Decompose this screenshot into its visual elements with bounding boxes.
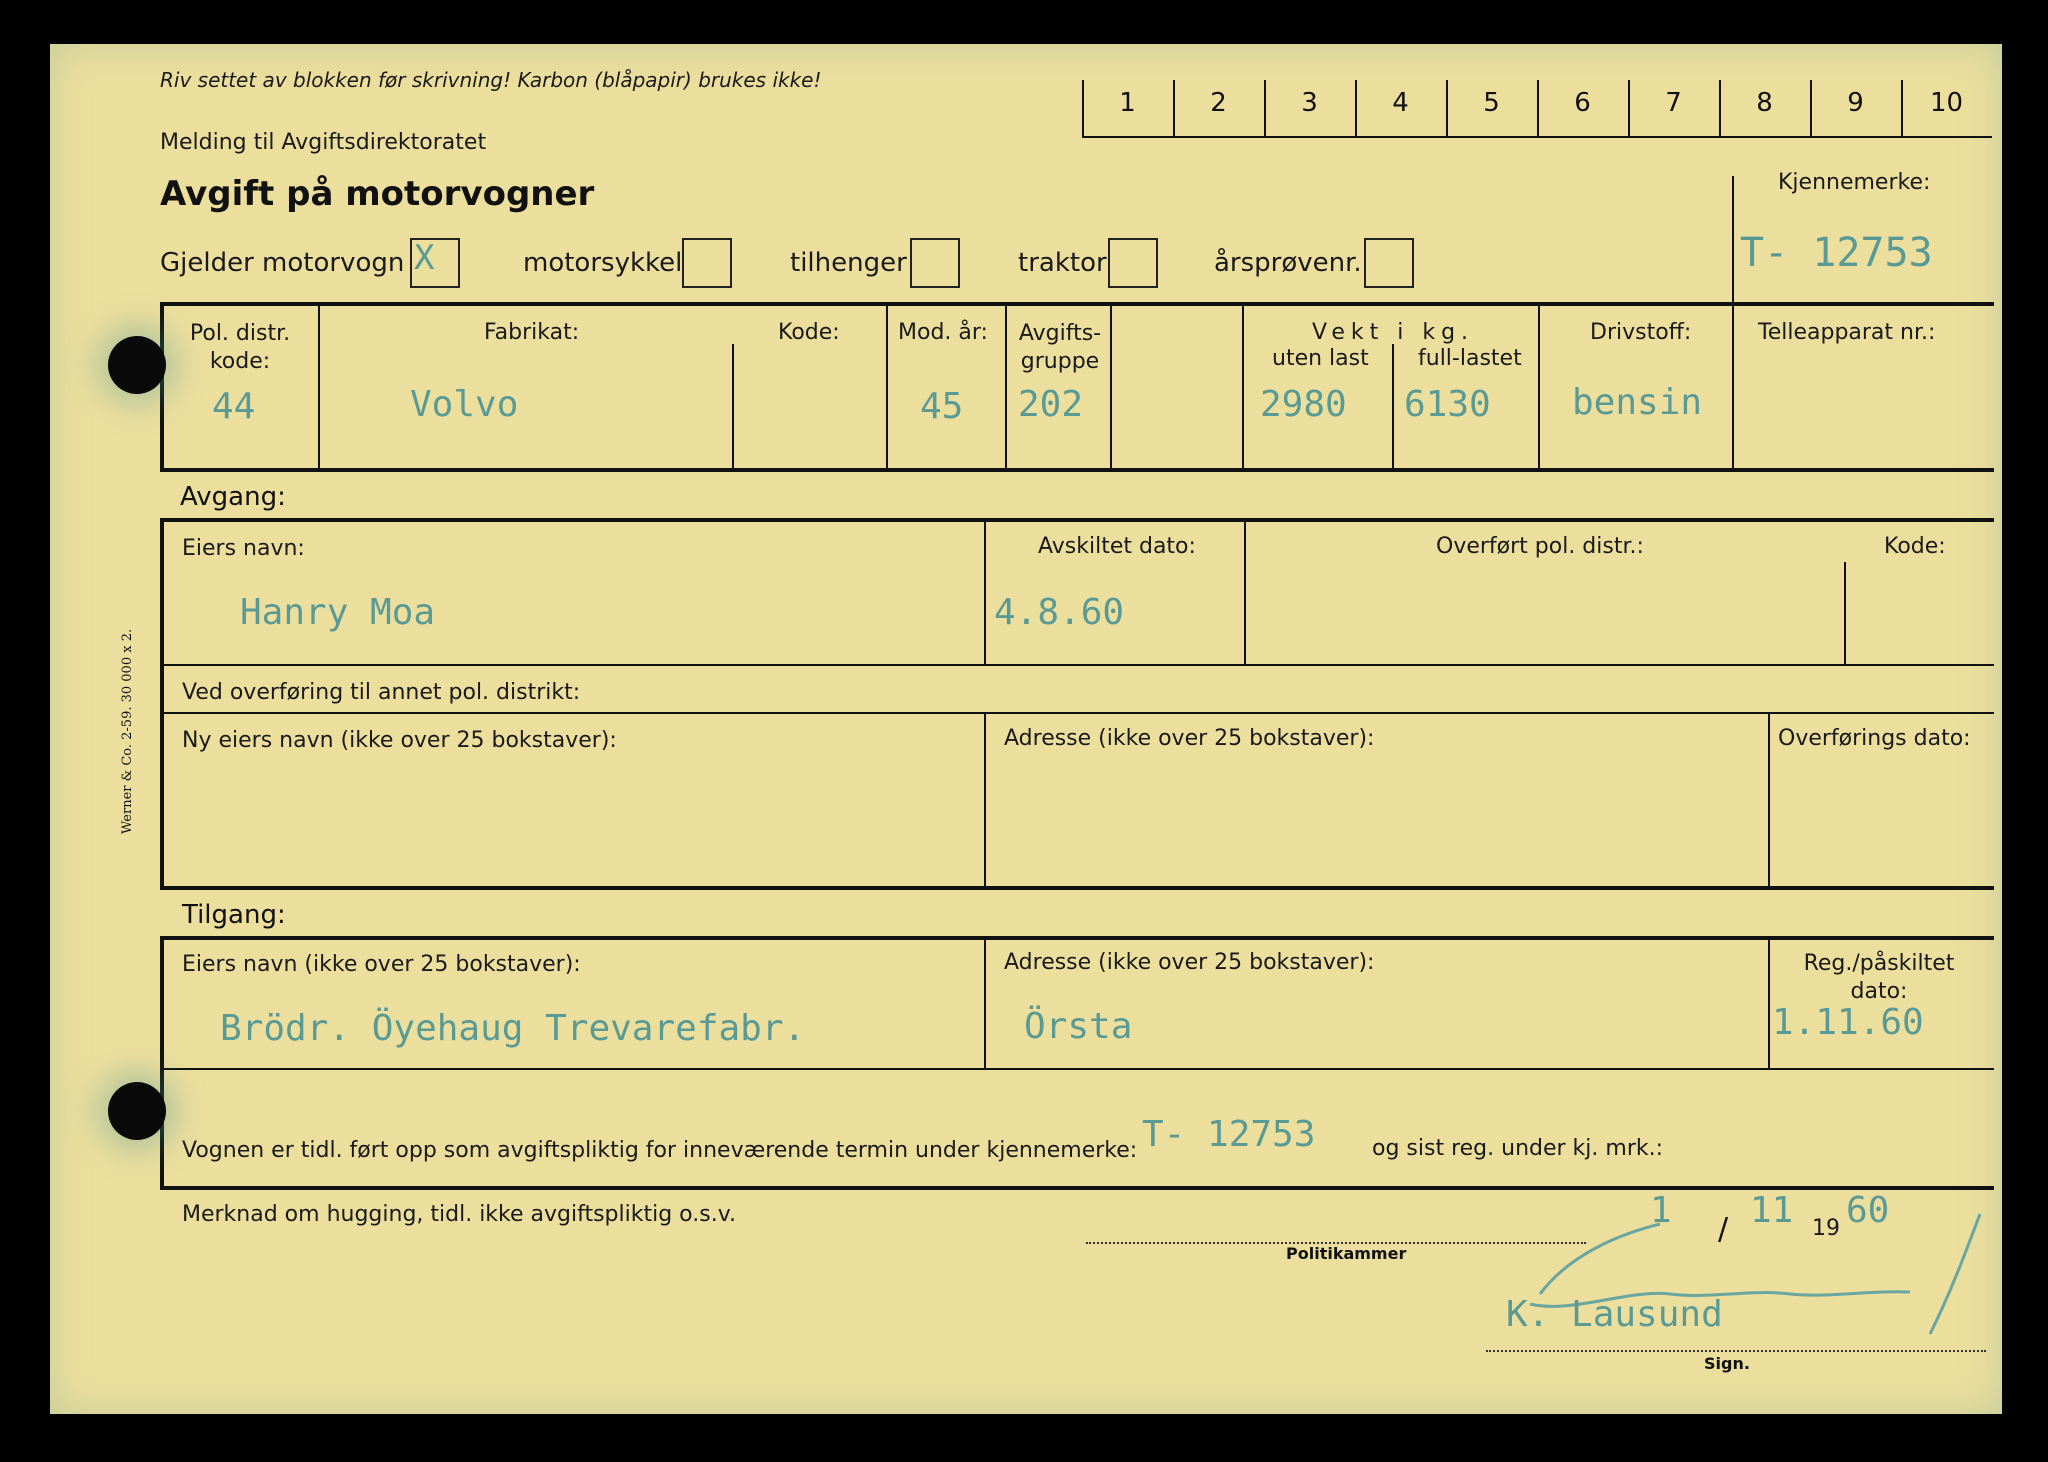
eiers-navn-value: Hanry Moa: [240, 592, 436, 633]
punch-hole: [108, 1082, 166, 1140]
strip-divider: [1537, 80, 1539, 138]
tilgang-section-title: Tilgang:: [182, 900, 286, 930]
signer-name: K. Lausund: [1506, 1294, 1723, 1335]
strip-divider: [1628, 80, 1630, 138]
row-divider: [164, 712, 1994, 714]
avgang-left-line: [160, 518, 164, 890]
reg-dato-label: Reg./påskiltet dato:: [1803, 951, 1955, 1004]
col-div: [1768, 940, 1770, 1068]
strip-number-7: 7: [1665, 88, 1682, 118]
punch-hole: [108, 336, 166, 394]
tilgang-eiers-navn-label: Eiers navn (ikke over 25 bokstaver):: [182, 952, 581, 977]
col-div: [1005, 306, 1007, 468]
page-title: Avgift på motorvogner: [160, 174, 595, 214]
uten-last-label: uten last: [1272, 346, 1369, 371]
col-div: [1768, 714, 1770, 886]
checkbox-motorsykkel[interactable]: [682, 238, 732, 288]
pol-distr-label: Pol. distr. kode:: [189, 321, 291, 374]
strip-number-4: 4: [1392, 88, 1409, 118]
kjennemerke-value: T- 12753: [1740, 230, 1933, 276]
checkbox-tilhenger[interactable]: [910, 238, 960, 288]
mod-aar-label: Mod. år:: [898, 320, 988, 345]
col-div: [1110, 306, 1112, 468]
checkbox-traktor[interactable]: [1108, 238, 1158, 288]
overfort-label: Overført pol. distr.:: [1436, 534, 1644, 559]
tilhenger-label: tilhenger: [790, 248, 907, 278]
drivstoff-label: Drivstoff:: [1590, 320, 1692, 345]
avgiftsgruppe-label: Avgifts-gruppe: [1018, 321, 1102, 374]
drivstoff-value: bensin: [1572, 382, 1703, 423]
avgiftsgruppe-value: 202: [1018, 384, 1084, 425]
mod-aar-value: 45: [920, 386, 964, 427]
vehicle-top-line: [160, 302, 1994, 306]
strip-divider: [1810, 80, 1812, 138]
strip-number-5: 5: [1483, 88, 1500, 118]
strip-divider: [1355, 80, 1357, 138]
sist-reg-text: og sist reg. under kj. mrk.:: [1372, 1136, 1664, 1161]
strip-number-3: 3: [1301, 88, 1318, 118]
tilgang-adresse-label: Adresse (ikke over 25 bokstaver):: [1004, 950, 1375, 975]
tidl-text: Vognen er tidl. ført opp som avgiftspliktig for inneværende termin under kjennemerke:: [182, 1138, 1138, 1163]
form-card: [50, 44, 2002, 1414]
strip-number-9: 9: [1847, 88, 1864, 118]
fabrikat-label: Fabrikat:: [484, 320, 580, 345]
avskiltet-value: 4.8.60: [994, 592, 1125, 633]
tilgang-eiers-navn-value: Brödr. Öyehaug Trevarefabr.: [220, 1008, 806, 1049]
tidl-kjennemerke: T- 12753: [1142, 1114, 1316, 1155]
avgang-top-line: [160, 518, 1994, 522]
strip-number-2: 2: [1210, 88, 1227, 118]
politikammer-label: Politikammer: [1286, 1244, 1407, 1263]
col-div: [1538, 306, 1540, 468]
reg-dato-value: 1.11.60: [1772, 1002, 1924, 1043]
strip-divider: [1446, 80, 1448, 138]
checkbox-arsprovenr[interactable]: [1364, 238, 1414, 288]
fabrikat-value: Volvo: [410, 384, 519, 425]
strip-number-8: 8: [1756, 88, 1773, 118]
row-divider: [164, 1068, 1994, 1070]
col-div: [984, 522, 986, 664]
strip-divider: [1719, 80, 1721, 138]
full-lastet-value: 6130: [1404, 384, 1491, 425]
col-div: [1392, 344, 1394, 468]
col-div: [1844, 562, 1846, 664]
strip-divider: [1264, 80, 1266, 138]
date-slash: /: [1718, 1212, 1729, 1247]
col-div: [1732, 306, 1734, 468]
date-century: 19: [1812, 1216, 1840, 1241]
vehicle-type-label: Gjelder motorvogn: [160, 248, 405, 278]
col-div: [984, 714, 986, 886]
checkbox-mark: X: [414, 238, 435, 278]
traktor-label: traktor: [1018, 248, 1107, 278]
motorsykkel-label: motorsykkel: [523, 248, 683, 278]
adresse-label: Adresse (ikke over 25 bokstaver):: [1004, 726, 1375, 751]
tilgang-bottom-line: [160, 1186, 1994, 1190]
col-div: [732, 344, 734, 468]
kode-label: Kode:: [778, 320, 840, 345]
full-lastet-label: full-lastet: [1418, 346, 1522, 371]
tilgang-top-line: [160, 936, 1994, 940]
strip-number-10: 10: [1929, 88, 1964, 118]
vehicle-left-line: [160, 302, 164, 472]
sign-line: [1486, 1350, 1986, 1352]
date-year: 60: [1846, 1190, 1890, 1231]
overforings-dato-label: Overførings dato:: [1778, 726, 1971, 751]
kode-label: Kode:: [1884, 534, 1946, 559]
strip-number-1: 1: [1119, 88, 1136, 118]
col-div: [318, 306, 320, 468]
strip-divider: [1901, 80, 1903, 138]
eiers-navn-label: Eiers navn:: [182, 536, 305, 561]
strip-divider: [1173, 80, 1175, 138]
telleapparat-label: Telleapparat nr.:: [1758, 320, 1936, 345]
col-div: [1242, 306, 1244, 468]
arsprovenr-label: årsprøvenr.: [1214, 248, 1362, 278]
col-div: [984, 940, 986, 1068]
tilgang-adresse-value: Örsta: [1024, 1006, 1133, 1047]
col-div: [1244, 522, 1246, 664]
vekt-label: Vekt i kg.: [1312, 320, 1475, 345]
avgang-section-title: Avgang:: [180, 482, 286, 512]
vehicle-bottom-line: [160, 468, 1994, 472]
date-day: 1: [1650, 1190, 1672, 1231]
sign-label: Sign.: [1704, 1354, 1750, 1373]
ny-eier-label: Ny eiers navn (ikke over 25 bokstaver):: [182, 728, 617, 753]
recipient-text: Melding til Avgiftsdirektoratet: [160, 130, 487, 155]
avgang-bottom-line: [160, 886, 1994, 890]
instruction-text: Riv settet av blokken før skrivning! Karbon (blåpapir) brukes ikke!: [160, 68, 822, 92]
printer-imprint: Werner & Co. 2-59. 30 000 x 2.: [120, 628, 135, 834]
ved-overforing-label: Ved overføring til annet pol. distrikt:: [182, 680, 581, 705]
merknad-label: Merknad om hugging, tidl. ikke avgiftspliktig o.s.v.: [182, 1202, 737, 1227]
date-month: 11: [1750, 1190, 1794, 1231]
strip-number-6: 6: [1574, 88, 1591, 118]
checkbox-motorvogn[interactable]: [410, 238, 460, 288]
kjennemerke-label: Kjennemerke:: [1778, 170, 1931, 195]
pol-distr-value: 44: [212, 386, 256, 427]
avskiltet-label: Avskiltet dato:: [1038, 534, 1196, 559]
col-div: [886, 306, 888, 468]
uten-last-value: 2980: [1260, 384, 1347, 425]
row-divider: [164, 664, 1994, 666]
tilgang-left-line: [160, 936, 164, 1190]
